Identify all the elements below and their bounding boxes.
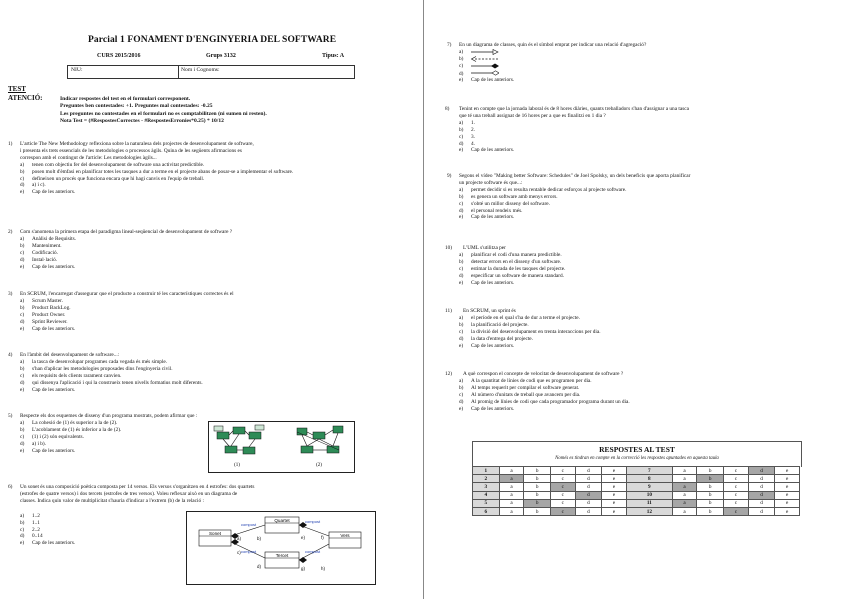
answer-choice-cell[interactable]: b <box>697 499 724 507</box>
answer-choice-cell[interactable]: d <box>575 507 602 515</box>
option: b) Al temps requerit per compilar el software generat. <box>459 384 580 391</box>
option: e) Cap de les anteriors. <box>20 325 76 332</box>
answer-choice-cell[interactable]: c <box>724 475 749 483</box>
question-6: 6) Un sonet és una composició poètica composta per 14 versos. Els versos s'organitzen en 4 estrofes: dos quartets (estrofes de quatre versos) i dos tercets (estrofes de tres versos). Voleu reflexar això en un diagrama de classes. Indica quin valor de multiplicitat s'hauria d'indicar a l'extrem (b) de la relació : a) 1..2 b) 1..1 c) 2..2 d) 0..14 e) Cap de les anteriors. <box>8 484 403 547</box>
answer-row <box>473 491 800 499</box>
question-number-cell: 10 <box>626 491 672 499</box>
answer-row <box>473 499 800 507</box>
answer-row <box>473 483 800 491</box>
end-g: g) <box>301 566 305 571</box>
question-number-cell: 12 <box>626 507 672 515</box>
option: b) 2. <box>459 126 475 133</box>
option: b) L'acoblament de (1) és inferior a la de (2). <box>20 426 122 433</box>
question-stem: Segons el vídeo "Making better Software: Schedules" de Joel Spolsky, un dels beneficis que aporta planificar <box>459 173 691 179</box>
class-quartet: Quartet <box>274 518 290 523</box>
role-compost: compost <box>241 522 257 527</box>
answer-choice-cell[interactable]: e <box>775 507 800 515</box>
option: a) la tasca de desenvolupar programes cada vegada és més simple. <box>20 358 168 365</box>
answer-choice-cell[interactable]: d <box>748 467 775 475</box>
option-aggregation-d: d) <box>459 70 837 77</box>
answer-choice-cell[interactable]: e <box>602 499 627 507</box>
answer-choice-cell[interactable]: a <box>672 507 697 515</box>
niu-label: NIU: <box>71 67 83 73</box>
question-stem: L'article The New Methodology reflexiona sobre la naturalesa dels projectes de desenvolupament de software, <box>20 141 254 147</box>
answer-choice-cell[interactable]: c <box>550 467 575 475</box>
option: b) la planificació del projecte. <box>459 321 529 328</box>
option: e) Cap de les anteriors. <box>20 447 76 454</box>
answer-choice-cell[interactable]: e <box>775 483 800 491</box>
answer-choice-cell[interactable]: b <box>697 483 724 491</box>
instructions <box>60 96 267 126</box>
answer-choice-cell[interactable]: a <box>499 467 524 475</box>
answer-choice-cell[interactable]: e <box>775 499 800 507</box>
end-h: h) <box>321 566 325 571</box>
option: d) la data d'entrega del projecte. <box>459 335 533 342</box>
question-number-cell: 2 <box>473 475 500 483</box>
option: c) Al número d'unitats de treball que avancem per dia. <box>459 391 581 398</box>
arrow-line-icon <box>471 49 499 55</box>
option-aggregation-c: c) <box>459 63 837 70</box>
course-year: CURS 2015/2016 <box>97 53 141 59</box>
answer-sheet-title: RESPOSTES AL TEST <box>599 445 675 454</box>
answer-choice-cell[interactable]: c <box>724 499 749 507</box>
option: d) 4. <box>459 140 475 147</box>
option: e) Cap de les anteriors. <box>459 342 515 349</box>
answer-choice-cell[interactable]: d <box>748 483 775 491</box>
answer-choice-cell[interactable]: b <box>524 491 551 499</box>
option: b) detectar errors en el disseny d'un software. <box>459 258 562 265</box>
option: d) especificar un software de manera standard. <box>459 272 564 279</box>
option: e) Cap de les anteriors. <box>459 405 515 412</box>
scheme-1-label: (1) <box>234 463 240 468</box>
option: d) Al promig de línies de codi que cada programador programa durant un dia. <box>459 398 630 405</box>
answer-sheet-header <box>472 441 802 467</box>
option: e) Cap de les anteriors. <box>459 147 515 154</box>
option: b) s'han d'aplicar les metodologies proposades dins l'enginyeria civil. <box>20 365 173 372</box>
answer-choice-cell[interactable]: e <box>602 507 627 515</box>
question-12: 12) A què correspon el concepte de velocitat de desenvolupament de software ? a) A la quantitat de línies de codi que es programen per dia. b) Al temps requerit per compilar el software generat. c) Al número d'unitats de treball que avancem per dia. d) Al promig de línies de codi que cada programador programa durant un dia. e) Cap de les anteriors. <box>447 371 837 412</box>
answer-choice-cell[interactable]: a <box>499 507 524 515</box>
answer-choice-cell[interactable]: c <box>724 491 749 499</box>
question-stem: i presenta els trets essencials de les metodologies o processos àgils. Quina de les següents afirmacions es <box>20 147 242 154</box>
answer-sheet-note: Només es tindran en compte en la correcció les respostes apuntades en aquesta taula <box>555 456 719 461</box>
end-e: e) <box>301 535 305 540</box>
instruction-line: Nota Test = (#RespostesCorrectes - #RespostesErronies*0.25) * 10/12 <box>60 118 224 125</box>
answer-choice-cell[interactable]: e <box>775 491 800 499</box>
option: e) Cap de les anteriors. <box>20 189 76 196</box>
answer-choice-cell[interactable]: c <box>724 467 749 475</box>
question-4: 4) En l'àmbit del desenvolupament de software...: a) la tasca de desenvolupar programes cada vegada és més simple. b) s'han d'aplicar les metodologies proposades dins l'enginyeria civil. c) els requisits dels clients rarament canvien. d) qui dissenya l'aplicació i qui la construeix tenen nivells formatius molt diferents. e) Cap de les anteriors. <box>8 352 403 393</box>
question-number-cell: 4 <box>473 491 500 499</box>
end-a: a) <box>237 536 241 541</box>
option: e) Cap de les anteriors. <box>459 279 515 286</box>
scheme-1 <box>214 425 264 454</box>
question-stem: un projecte software és que...: <box>459 179 523 186</box>
option: c) la divisió del desenvolupament en trenta interaccions per dia. <box>459 328 601 335</box>
uml-svg <box>187 512 375 584</box>
answer-choice-cell[interactable]: d <box>748 499 775 507</box>
question-stem: classes. Indica quin valor de multiplicitat s'hauria d'indicar a l'extrem (b) de la relació : <box>20 497 204 504</box>
scheme-2-label: (2) <box>316 463 322 468</box>
answer-choice-cell[interactable]: b <box>697 491 724 499</box>
attention-label: ATENCIÓ: <box>8 94 43 102</box>
answer-choice-cell[interactable]: d <box>575 499 602 507</box>
option: e) Cap de les anteriors. <box>20 540 76 547</box>
answer-choice-cell[interactable]: e <box>602 475 627 483</box>
option: d) a) i c). <box>20 182 46 189</box>
question-9: 9) Segons el vídeo "Making better Software: Schedules" de Joel Spolsky, un dels beneficis que aporta planificar un projecte software és que...: a) permet decidir si es resulta rentable dedicar esforços al projecte software. b) es genera un software amb menys errors. c) s'obté un millor disseny del software. d) el personal rendeix més. e) Cap de les anteriors. <box>447 173 837 221</box>
question-8: 8) Tenint en compte que la jornada laboral és de 8 hores diàries, quants treballadors s'han d'assignar a una tasca que té una treball assignat de 16 hores per a que es finalitzi en 1 dia ? a) 1. b) 2. c) 3. d) 4. e) Cap de les anteriors. <box>447 106 837 154</box>
answer-choice-cell[interactable]: b <box>524 499 551 507</box>
answer-choice-cell[interactable]: a <box>499 475 524 483</box>
option: e) Cap de les anteriors. <box>459 214 515 221</box>
question-number-cell: 11 <box>626 499 672 507</box>
answer-choice-cell[interactable]: e <box>775 475 800 483</box>
option: c) 2..2 <box>20 526 40 533</box>
question-stem: Tenint en compte que la jornada laboral és de 8 hores diàries, quants treballadors s'han d'assignar a una tasca <box>459 106 689 112</box>
question-number-cell: 5 <box>473 499 500 507</box>
answer-choice-cell[interactable]: d <box>748 475 775 483</box>
end-c: c) <box>237 550 241 555</box>
answer-choice-cell[interactable]: e <box>602 483 627 491</box>
option: c) defineixen un procés que funciona encara que hi hagi canvis en l'equip de treball. <box>20 175 205 182</box>
answer-choice-cell[interactable]: b <box>524 467 551 475</box>
question-stem: Com s'anomena la primera etapa del paradigma lineal-seqüencial de desenvolupament de software ? <box>20 229 233 235</box>
option: e) Cap de les anteriors. <box>20 386 76 393</box>
question-2: 2) Com s'anomena la primera etapa del paradigma lineal-seqüencial de desenvolupament de software ? a) Anàlisi de Requisits. b) Manteniment. c) Codificació. d) Instal·lació. e) Cap de les anteriors. <box>8 229 403 270</box>
question-stem: Respecte els dos esquemes de disseny d'un programa mostrats, podem afirmar que : <box>20 413 198 419</box>
hollow-diamond-icon <box>471 70 499 76</box>
answer-table <box>472 466 800 516</box>
end-b: b) <box>257 536 261 541</box>
answer-choice-cell[interactable]: b <box>697 507 724 515</box>
question-stem: En un diagrama de classes, quin és el símbol emprat per indicar una relació d'agregació? <box>459 42 647 48</box>
option: d) Sprint Reviewer. <box>20 318 68 325</box>
option: a) permet decidir si es resulta rentable dedicar esforços al projecte software. <box>459 186 627 193</box>
answer-choice-cell[interactable]: a <box>672 475 697 483</box>
answer-choice-cell[interactable]: c <box>550 475 575 483</box>
answer-choice-cell[interactable]: a <box>499 491 524 499</box>
answer-choice-cell[interactable]: b <box>697 467 724 475</box>
question-7: 7) En un diagrama de classes, quin és el símbol emprat per indicar una relació d'agregació? a) b) c) d) e) Cap de les anteriors. <box>447 42 837 84</box>
answer-choice-cell[interactable]: a <box>672 483 697 491</box>
option: c) Codificació. <box>20 249 59 256</box>
question-stem: A què correspon el concepte de velocitat de desenvolupament de software ? <box>463 371 624 377</box>
filled-diamond-icon <box>471 63 499 69</box>
answer-choice-cell[interactable]: c <box>550 507 575 515</box>
question-3: 3) En SCRUM, l'encarregat d'assegurar que el producte a construir té les característiques correctes és el a) Scrum Master. b) Product BackLog. c) Product Owner. d) Sprint Reviewer. e) Cap de les anteriors. <box>8 291 403 332</box>
exam-type: Tipus: A <box>322 53 345 59</box>
class-tercet: Tercet <box>275 553 289 558</box>
dashed-arrow-icon <box>471 56 499 62</box>
option: c) s'obté un millor disseny del software. <box>459 200 550 207</box>
option: a) A la quantitat de línies de codi que es programen per dia. <box>459 377 592 384</box>
option: a) el període en el qual s'ha de dur a terme el projecte. <box>459 314 580 321</box>
option: b) es genera un software amb menys errors. <box>459 193 558 200</box>
class-vers: Vers <box>340 533 350 538</box>
option: a) Anàlisi de Requisits. <box>20 235 76 242</box>
answer-choice-cell[interactable]: a <box>499 483 524 491</box>
answer-choice-cell[interactable]: a <box>499 499 524 507</box>
option: d) el personal rendeix més. <box>459 207 523 214</box>
role-compost: compost <box>305 519 321 524</box>
question-5: 5) Respecte els dos esquemes de disseny d'un programa mostrats, podem afirmar que : a) La cohesió de (1) és superior a la de (2). b) L'acoblament de (1) és inferior a la de (2). c) (1) i (2) són equivalents. d) a) i b). e) Cap de les anteriors. <box>8 413 403 454</box>
option: b) posen molt d'èmfasi en planificar totes les tasques a dur a terme en el projecte abans de posar-se a implementar el software. <box>20 168 294 175</box>
answer-choice-cell[interactable]: d <box>748 507 775 515</box>
question-stem: que té una treball assignat de 16 hores per a que es finalitzi en 1 dia ? <box>459 112 606 119</box>
option: d) qui dissenya l'aplicació i qui la construeix tenen nivells formatius molt diferents. <box>20 379 203 386</box>
answer-choice-cell[interactable]: b <box>524 475 551 483</box>
question-stem: En SCRUM, un sprint és <box>463 308 516 314</box>
answer-choice-cell[interactable]: b <box>697 475 724 483</box>
answer-choice-cell[interactable]: d <box>575 467 602 475</box>
question-number-cell: 8 <box>626 475 672 483</box>
answer-choice-cell[interactable]: c <box>550 499 575 507</box>
question-stem: Un sonet és una composició poètica composta per 14 versos. Els versos s'organitzen en 4 estrofes: dos quartets <box>20 484 255 490</box>
end-d: d) <box>257 564 261 569</box>
question-stem: En l'àmbit del desenvolupament de software...: <box>20 352 120 358</box>
group-label: Grups 3132 <box>206 53 236 59</box>
option: a) 1. <box>459 119 475 126</box>
answer-choice-cell[interactable]: d <box>748 491 775 499</box>
name-label: Nom i Cognoms: <box>181 67 220 73</box>
test-heading: TEST <box>8 85 26 93</box>
option: c) 3. <box>459 133 475 140</box>
option: a) 1..2 <box>20 512 40 519</box>
answer-choice-cell[interactable]: a <box>672 467 697 475</box>
option: b) Manteniment. <box>20 242 62 249</box>
answer-choice-cell[interactable]: c <box>550 491 575 499</box>
answer-choice-cell[interactable]: a <box>672 499 697 507</box>
option: e) Cap de les anteriors. <box>459 77 515 84</box>
question-number-cell: 9 <box>626 483 672 491</box>
option: a) planificar el codi d'una manera predictible. <box>459 251 562 258</box>
option-aggregation-b: b) <box>459 56 837 63</box>
answer-choice-cell[interactable]: e <box>602 491 627 499</box>
option: c) els requisits dels clients rarament canvien. <box>20 372 122 379</box>
question-1 <box>8 141 403 196</box>
question-number-cell: 1 <box>473 467 500 475</box>
question-stem: correspon amb el contingut de l'article: Les metodologies àgils... <box>20 154 157 161</box>
option: c) (1) i (2) són equivalents. <box>20 433 84 440</box>
instruction-line: Les preguntes no contestades en el formulari no es comptabilitzen (ni sumen ni resten). <box>60 110 267 117</box>
instruction-line: Preguntes ben contestades: +1. Preguntes mal contestades: -0.25 <box>60 103 213 110</box>
answer-choice-cell[interactable]: c <box>550 483 575 491</box>
option: a) Scrum Master. <box>20 297 63 304</box>
answer-choice-cell[interactable]: d <box>575 483 602 491</box>
question-number-cell: 3 <box>473 483 500 491</box>
question-number-cell: 7 <box>626 467 672 475</box>
answer-choice-cell[interactable]: d <box>575 475 602 483</box>
question-stem: En SCRUM, l'encarregat d'assegurar que el producte a construir té les característiques correctes és el <box>20 291 234 297</box>
option: b) 1..1 <box>20 519 40 526</box>
question-10: 10) L'UML s'utilitza per a) planificar el codi d'una manera predictible. b) detectar errors en el disseny d'un software. c) estimar la durada de les tasques del projecte. d) especificar un software de manera standard. e) Cap de les anteriors. <box>447 245 837 286</box>
option: e) Cap de les anteriors. <box>20 263 76 270</box>
instruction-line: Indicar respostes del test en el formulari corresponent. <box>60 96 191 102</box>
student-id-box <box>67 65 355 79</box>
option: c) Product Owner. <box>20 311 66 318</box>
option: a) tenen com objectiu fer del desenvolupament de software una activitat predictible. <box>20 161 205 168</box>
option-aggregation-a: a) <box>459 49 837 56</box>
option: b) Product BackLog. <box>20 304 71 311</box>
answer-row <box>473 475 800 483</box>
class-sonet: Sonet <box>208 531 222 536</box>
answer-choice-cell[interactable]: b <box>524 483 551 491</box>
answer-choice-cell[interactable]: c <box>724 483 749 491</box>
question-stem: L'UML s'utilitza per <box>463 245 506 251</box>
scheme-2 <box>297 426 343 453</box>
question-stem: (estrofes de quatre versos) i dos tercets (estrofes de tres versos). Voleu reflexar això en un diagrama de <box>20 490 238 497</box>
answer-choice-cell[interactable]: e <box>775 467 800 475</box>
end-f: f) <box>321 535 324 540</box>
exam-page-right <box>425 0 848 599</box>
answer-choice-cell[interactable]: a <box>672 491 697 499</box>
option: d) 0..14 <box>20 533 43 540</box>
option: a) La cohesió de (1) és superior a la de (2). <box>20 419 118 426</box>
answer-choice-cell[interactable]: d <box>575 491 602 499</box>
role-compost: compost <box>241 549 257 554</box>
design-schemes-svg <box>209 422 354 472</box>
answer-choice-cell[interactable]: e <box>602 467 627 475</box>
answer-row <box>473 467 800 475</box>
option: c) estimar la durada de les tasques del projecte. <box>459 265 566 272</box>
design-diagram <box>208 421 355 473</box>
option: d) a) i b). <box>20 440 46 447</box>
answer-row <box>473 507 800 515</box>
answer-choice-cell[interactable]: c <box>724 507 749 515</box>
question-number: 1) <box>8 141 13 147</box>
uml-diagram <box>186 511 376 585</box>
question-11: 11) En SCRUM, un sprint és a) el període en el qual s'ha de dur a terme el projecte. b) la planificació del projecte. c) la divisió del desenvolupament en trenta interaccions per dia. d) la data d'entrega del projecte. e) Cap de les anteriors. <box>447 308 837 349</box>
role-compost: compost <box>305 549 321 554</box>
exam-title: Parcial 1 FONAMENT D'ENGINYERIA DEL SOFTWARE <box>88 35 337 45</box>
answer-choice-cell[interactable]: b <box>524 507 551 515</box>
option: d) Instal·lació. <box>20 256 58 263</box>
question-number-cell: 6 <box>473 507 500 515</box>
